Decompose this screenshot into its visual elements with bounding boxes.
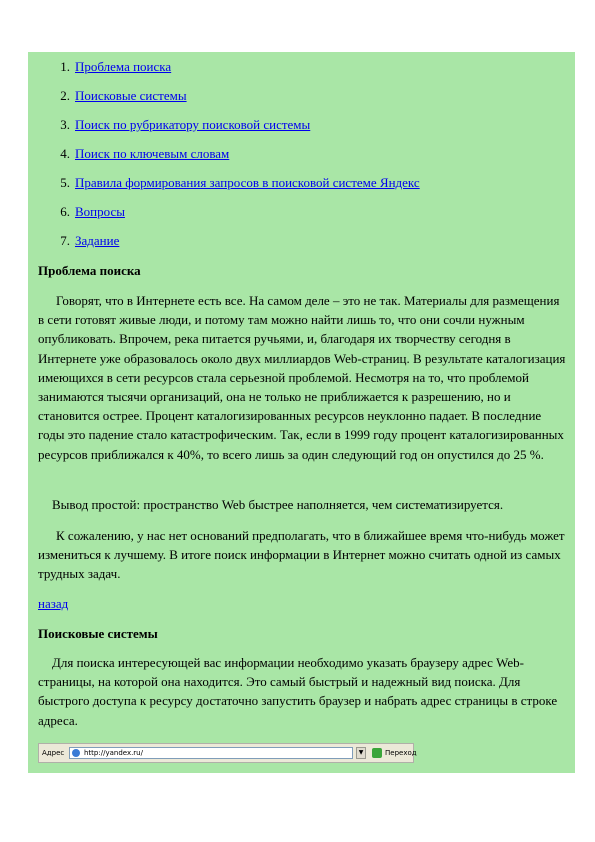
section-heading-problem: Проблема поиска	[38, 263, 141, 278]
toc-number: 5.	[60, 175, 70, 190]
chevron-down-icon: ▼	[356, 747, 366, 759]
address-label: Адрес	[42, 749, 65, 757]
paragraph: К сожалению, у нас нет оснований предполагать, что в ближайшее время что-нибудь может измениться к лучшему. В итоге поиск информации в Интернет можно считать одной из самых трудных задач.	[38, 528, 565, 582]
toc-number: 3.	[60, 117, 70, 132]
paragraph: Для поиска интересующей вас информации необходимо указать браузеру адрес Web-страницы, на которой она находится. Это самый быстрый и надежный вид поиска. Для быстрого доступа к ресурсу достаточно запустить браузер и набрать адрес страницы в строке адреса.	[38, 655, 558, 728]
toc-link-rubricator[interactable]: Поиск по рубрикатору поисковой системы	[75, 117, 311, 132]
back-link[interactable]: назад	[38, 596, 69, 611]
section-heading-search-engines: Поисковые системы	[38, 626, 158, 641]
paragraph: Говорят, что в Интернете есть все. На самом деле – это не так. Материалы для размещения в сети готовят живые люди, и потому там можно найти лишь то, что они сочли нужным опубликовать. Впрочем, река питается ручьями, и, благодаря их творчеству сегодня в Интернете уже образовалось около двух миллиардов Web-страниц. В результате каталогизация имеющихся в сети ресурсов стала серьезной проблемой. Несмотря на то, что проблемой занимаются тысячи организаций, она не только не приближается к разрешению, но и становится острее. Процент каталогизированных ресурсов неуклонно падает. В последние годы это падение стало катастрофическим. Так, если в 1999 году процент каталогизированных ресурсов приближался к 40%, то всего лишь за один следующий год он опустился до 25 %.	[38, 293, 566, 462]
go-arrow-icon	[372, 748, 382, 758]
content-panel	[28, 52, 575, 773]
toc-link-query-rules[interactable]: Правила формирования запросов в поисковой системе Яндекс	[75, 175, 420, 190]
toc-link-problem[interactable]: Проблема поиска	[75, 59, 172, 74]
toc-link-keywords[interactable]: Поиск по ключевым словам	[75, 146, 230, 161]
toc-link-task[interactable]: Задание	[75, 233, 120, 248]
toc-number: 1.	[60, 59, 70, 74]
address-url: http://yandex.ru/	[84, 749, 143, 757]
toc-number: 4.	[60, 146, 70, 161]
address-field	[69, 747, 353, 759]
toc-number: 6.	[60, 204, 70, 219]
paragraph: Вывод простой: пространство Web быстрее наполняется, чем систематизируется.	[52, 497, 504, 512]
address-bar-screenshot	[38, 743, 417, 763]
toc-link-questions[interactable]: Вопросы	[75, 204, 125, 219]
toc-number: 7.	[60, 233, 70, 248]
toc-link-search-engines[interactable]: Поисковые системы	[75, 88, 187, 103]
toc-number: 2.	[60, 88, 70, 103]
go-label: Переход	[385, 749, 417, 757]
browser-page-icon	[72, 749, 80, 757]
